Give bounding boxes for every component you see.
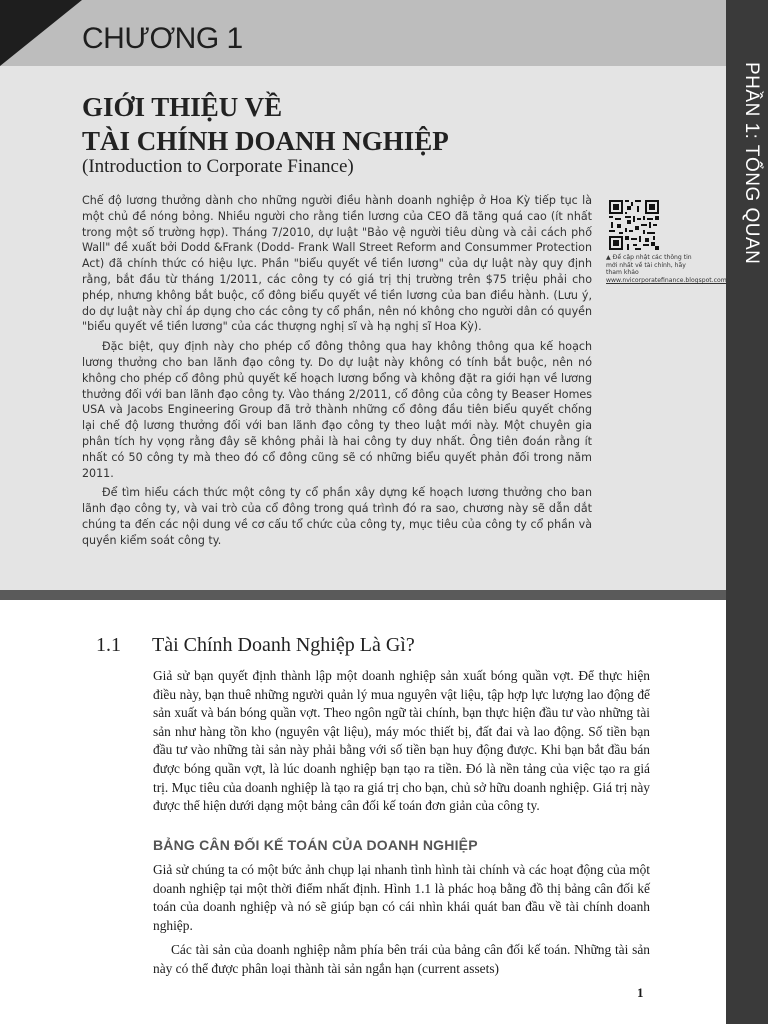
blog-link[interactable]: www.nvicorporatefinance.blogspot.com [606,276,727,284]
section-number: 1.1 [96,634,121,656]
page-number: 1 [637,985,644,1000]
chapter-title-line1: GIỚI THIỆU VỀ [82,92,283,122]
intro-paragraph-1: Chế độ lương thưởng dành cho những người điều hành doanh nghiệp ở Hoa Kỳ tiếp tục là một chủ đề nóng bỏng. Nhiều người cho rằng tiền lương của CEO đã tăng quá cao (ít nhất trong một số trường hợp). Tháng 7/2010, dự luật "Bảo vệ người tiêu dùng và cải cách phố Wall" đề xuất bởi Dodd &Frank (Dodd- Frank Wall Street Reform and Consummer Protection Act) đã chính thức có hiệu lực. Phần "biểu quyết về tiền lương" của dự luật này quy định rằng, bắt đầu từ tháng 1/2011, các công ty có giá trị thị trường trên $75 triệu phải cho phép, nhưng không bắt buộc, cổ đông biểu quyết về tiền lương của ban điều hành. (Lưu ý, do dự luật này chỉ áp dụng cho các công ty cổ phần, nên nó không cho người dân có quyền "biểu quyết về tiền lương" của các thượng nghị sĩ và hạ nghị sĩ Hoa Kỳ). [82,194,592,334]
section-paragraph-2: Giả sử chúng ta có một bức ảnh chụp lại nhanh tình hình tài chính và các hoạt động của một doanh nghiệp tại một thời điểm nhất định. Hình 1.1 là phác hoạ bằng đồ thị bảng cân đối kế toán của doanh nghiệp và nó sẽ giúp bạn có cái nhìn khái quát ban đầu về tài chính doanh nghiệp. [153,862,650,933]
section-title: Tài Chính Doanh Nghiệp Là Gì? [152,634,415,656]
chapter-subtitle: (Introduction to Corporate Finance) [82,156,354,177]
section-heading [96,634,415,657]
intro-paragraph-3: Để tìm hiểu cách thức một công ty cổ phần xây dựng kế hoạch lương thưởng cho ban lãnh đạo công ty, và vai trò của cổ đông trong quá trình đó ra sao, chương này sẽ dẫn dắt chúng ta đến các nội dung về cơ cấu tổ chức của công ty, mục tiêu của công ty cổ phần và quyền kiểm soát công ty. [82,486,592,547]
panel-divider [0,590,726,600]
chapter-label: CHƯƠNG 1 [82,22,243,55]
qr-caption [606,254,727,284]
intro-text [82,193,592,553]
balance-sheet-subheading: BẢNG CÂN ĐỐI KẾ TOÁN CỦA DOANH NGHIỆP [153,837,478,853]
side-strip [726,0,768,1024]
section-paragraph-3: Các tài sản của doanh nghiệp nằm phía bên trái của bảng cân đối kế toán. Những tài sản này có thể được phân loại thành tài sản ngắn hạn (current assets) [153,942,650,976]
qr-code-icon [609,200,659,250]
qr-caption-text: ▲ Để cập nhật các thông tin mới nhất về tài chính, hãy tham khảo [606,254,692,277]
chapter-title [82,90,449,158]
header-corner-triangle [0,0,82,66]
chapter-title-line2: TÀI CHÍNH DOANH NGHIỆP [82,126,449,156]
part-label: PHẦN 1: TỔNG QUAN [741,62,762,265]
section-paragraph-1: Giả sử bạn quyết định thành lập một doanh nghiệp sản xuất bóng quần vợt. Để thực hiện điều này, bạn thuê những người quản lý mua nguyên vật liệu, tập hợp lực lượng lao động để sản xuất và bán bóng quần vợt. Theo ngôn ngữ tài chính, bạn thực hiện đầu tư vào những tài sản như hàng tồn kho (nguyên vật liệu), máy móc thiết bị, đất đai và lao động. Số tiền bạn đầu tư vào những tài sản này phải bằng với số tiền bạn huy động được. Khi bạn bắt đầu bán được bóng quần vợt, là lúc doanh nghiệp bạn tạo ra tiền. Đó là nền tảng của việc tạo ra giá trị. Mục tiêu của doanh nghiệp là tạo ra giá trị cho bạn, chủ sở hữu doanh nghiệp. Giá trị này được thể hiện dưới dạng một bảng cân đối kế toán đơn giản của công ty. [153,668,650,814]
intro-paragraph-2: Đặc biệt, quy định này cho phép cổ đông thông qua hay không thông qua kế hoạch lương thưởng cho ban lãnh đạo công ty. Do dự luật này không có tính bắt buộc, nên nó không cho phép cổ đông phủ quyết kế hoạch lương bổng và không đặt ra giới hạn về lương thưởng đối với ban lãnh đạo công ty. Vào tháng 2/2011, cổ đông của công ty Beaser Homes USA và Jacobs Engineering Group đã trở thành những cổ đông đầu tiên biểu quyết chống lại chế độ lương thưởng đối với ban lãnh đạo công ty theo luật mới này. Một chuyên gia phân tích hy vọng rằng đây sẽ không phải là hai công ty duy nhất. Ông tiên đoán rằng ít nhất có 50 công ty mà theo đó cổ đông cũng sẽ có những biểu quyết phản đối trong năm 2011. [82,340,592,480]
